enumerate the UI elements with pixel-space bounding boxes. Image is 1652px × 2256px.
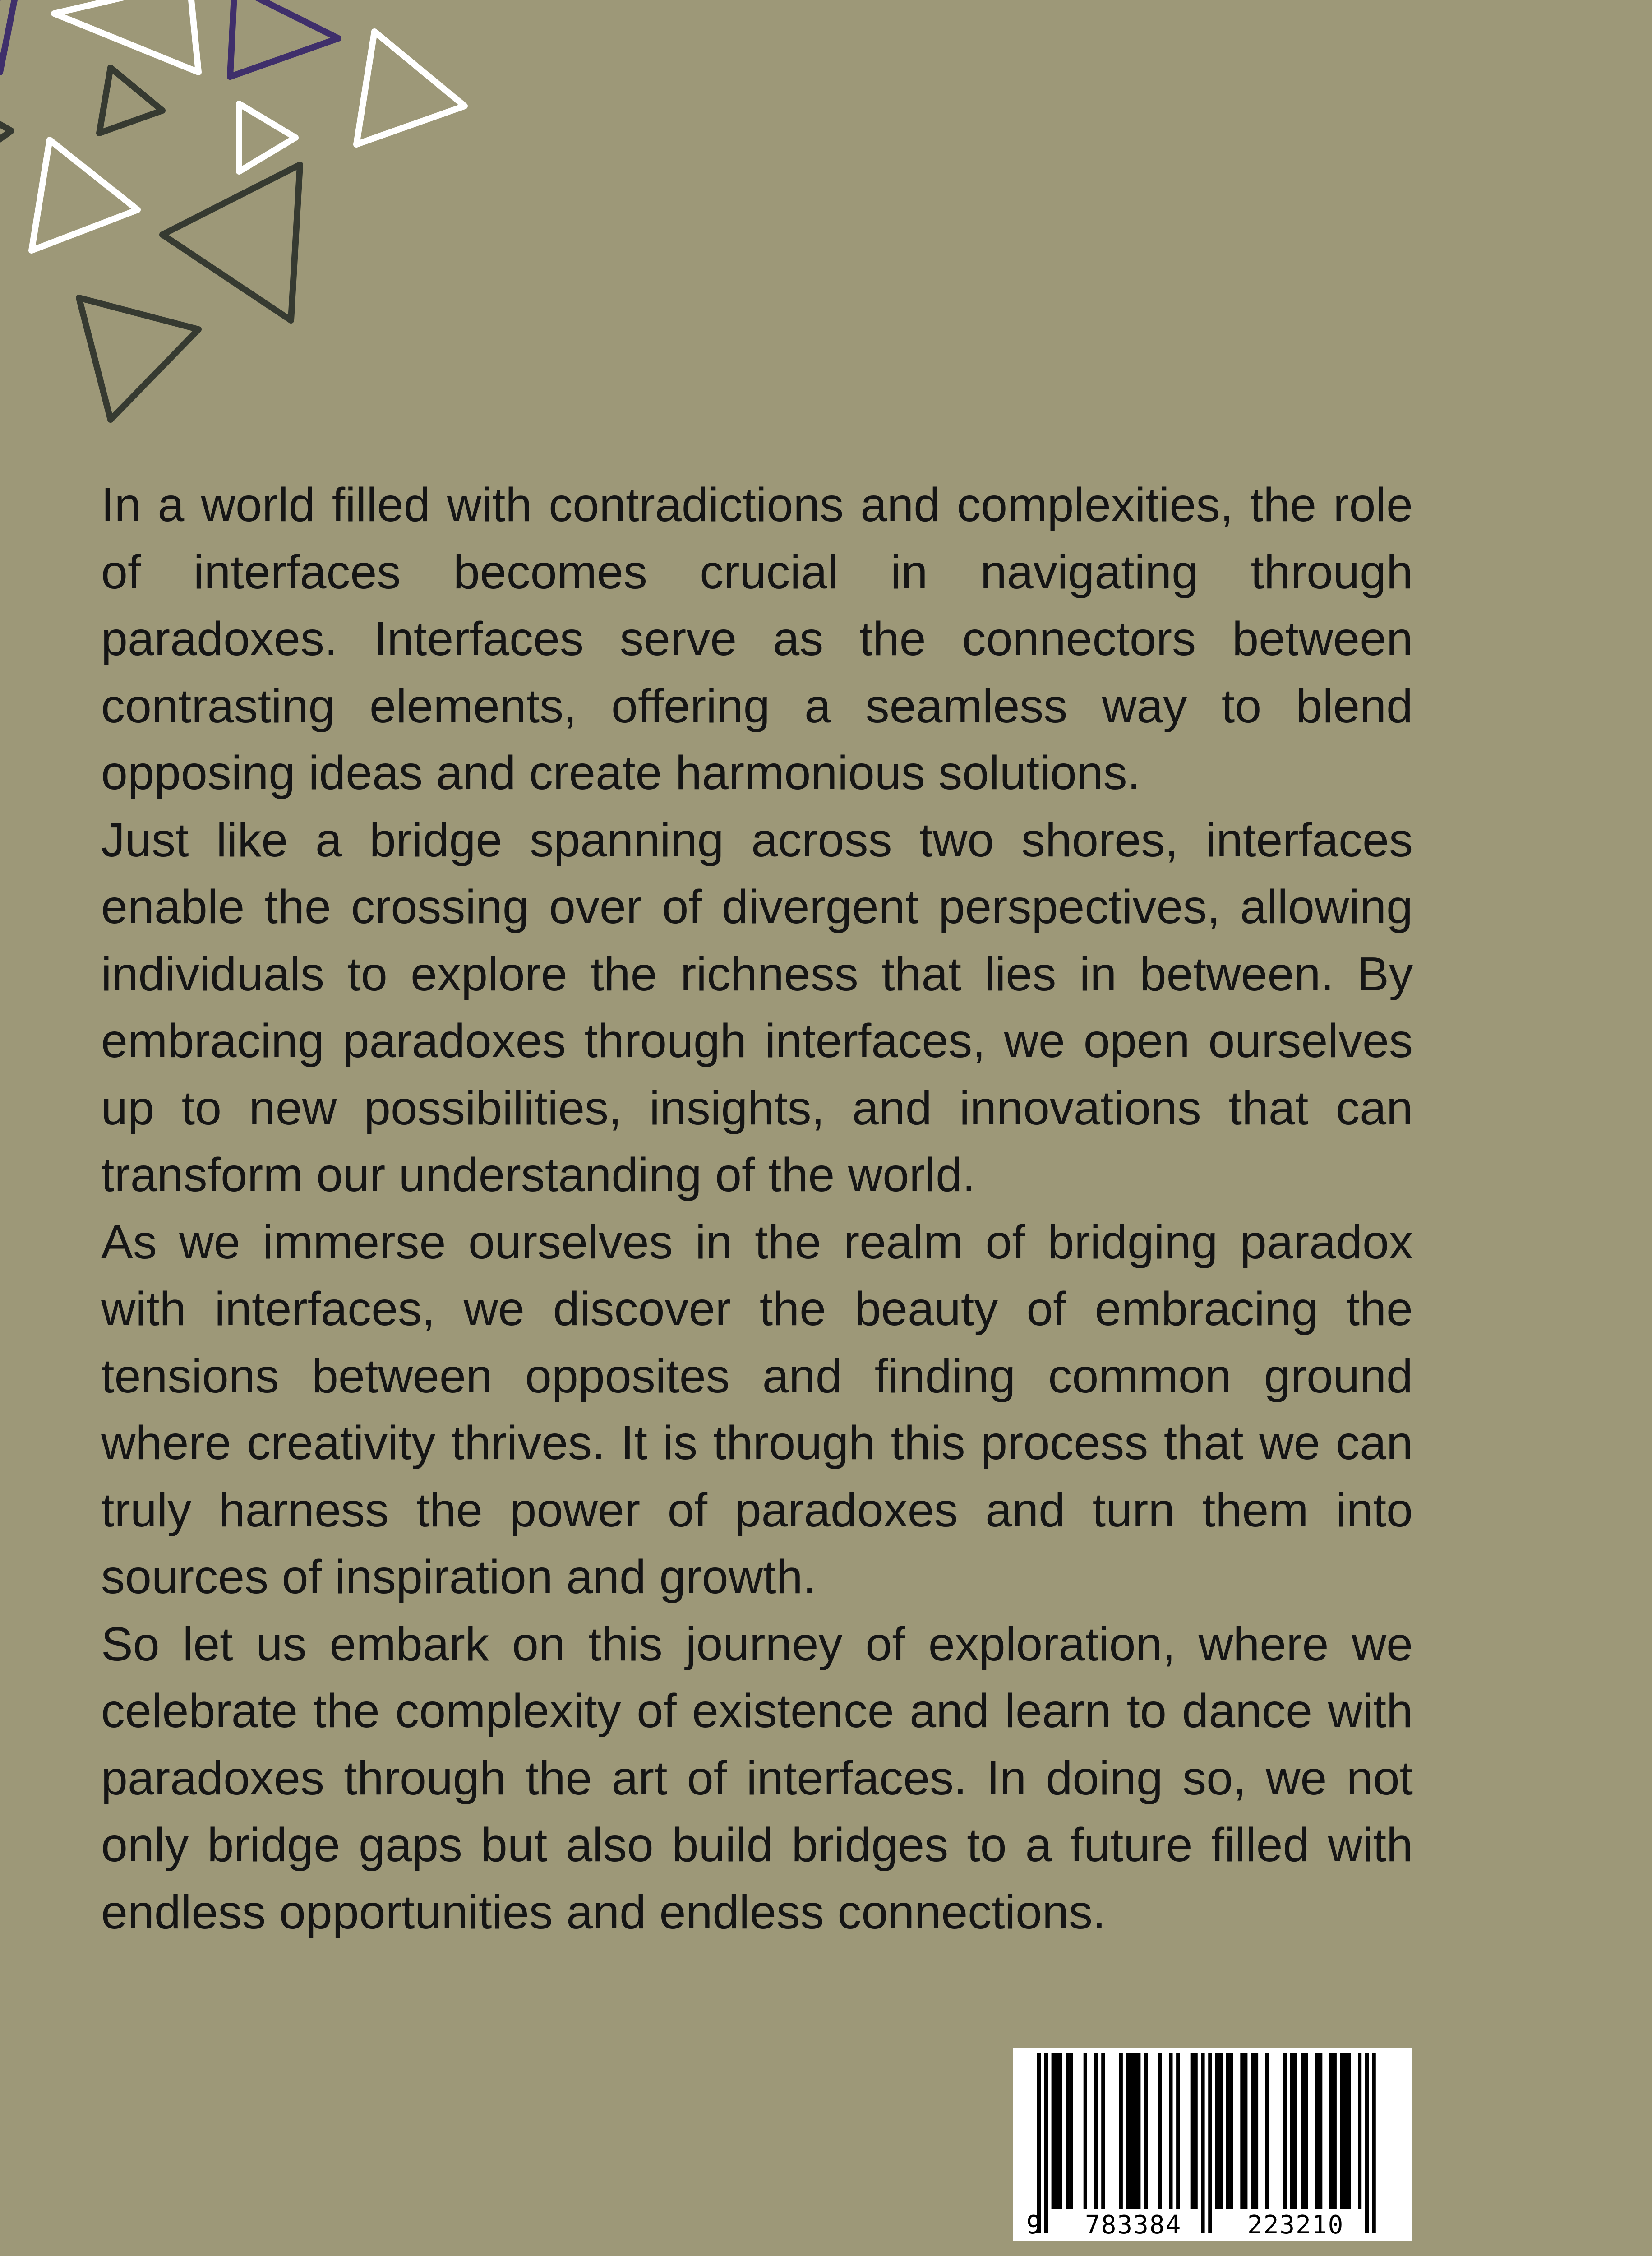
isbn-barcode bbox=[1013, 2048, 1412, 2241]
barcode-bar bbox=[1265, 2053, 1269, 2209]
triangle-icon bbox=[0, 0, 18, 72]
barcode-bar bbox=[1358, 2053, 1361, 2209]
barcode-bar bbox=[1055, 2053, 1059, 2209]
triangle-icon bbox=[0, 122, 11, 142]
barcode-bar bbox=[1226, 2053, 1230, 2209]
barcode-bar bbox=[1244, 2053, 1247, 2209]
triangle-icon bbox=[54, 0, 198, 72]
barcode-guard-bar bbox=[1208, 2053, 1212, 2233]
barcode-bar bbox=[1230, 2053, 1233, 2209]
barcode-left-digits: 783384 bbox=[1085, 2210, 1182, 2240]
barcode-bar bbox=[1290, 2053, 1294, 2209]
triangle-icon bbox=[162, 165, 300, 320]
blurb-paragraph: In a world filled with contradictions and complexities, the role of interfaces becomes crucial in navigating through paradoxes. Interfaces serve as the connectors between contrasting elements, offering a seamless way to blend opposing ideas and create harmonious solutions. bbox=[101, 478, 1413, 800]
barcode-bar bbox=[1066, 2053, 1069, 2209]
barcode-bar bbox=[1283, 2053, 1287, 2209]
triangle-icon bbox=[99, 68, 162, 133]
barcode-bar bbox=[1319, 2053, 1322, 2209]
barcode-bar bbox=[1133, 2053, 1137, 2209]
triangle-decoration bbox=[0, 0, 496, 451]
triangle-icon bbox=[79, 298, 198, 420]
barcode-guard-bar bbox=[1044, 2053, 1048, 2233]
barcode-bar bbox=[1347, 2053, 1351, 2209]
barcode-bar bbox=[1255, 2053, 1258, 2209]
barcode-right-digits: 223210 bbox=[1247, 2210, 1344, 2240]
barcode-bar bbox=[1069, 2053, 1073, 2209]
barcode-bar bbox=[1294, 2053, 1297, 2209]
barcode-bar bbox=[1126, 2053, 1130, 2209]
barcode-bar bbox=[1094, 2053, 1098, 2209]
barcode-bar bbox=[1144, 2053, 1148, 2209]
barcode-bar bbox=[1315, 2053, 1319, 2209]
barcode-bar bbox=[1329, 2053, 1333, 2209]
triangle-icon bbox=[356, 32, 465, 144]
barcode-lead-digit: 9 bbox=[1026, 2210, 1043, 2240]
triangle-icon bbox=[32, 140, 138, 250]
barcode-bar bbox=[1343, 2053, 1347, 2209]
blurb-paragraph: As we immerse ourselves in the realm of bridging paradox with interfaces, we discover the beauty of embracing the tensions between opposites and finding common ground where creativity thrives. It is through this process that we can truly harness the power of paradoxes and turn them into sources of inspiration and growth. bbox=[101, 1215, 1413, 1604]
barcode-bars bbox=[1013, 2048, 1412, 2241]
barcode-bar bbox=[1215, 2053, 1219, 2209]
barcode-bar bbox=[1084, 2053, 1087, 2209]
barcode-bar bbox=[1158, 2053, 1162, 2209]
barcode-bar bbox=[1305, 2053, 1308, 2209]
triangle-icon bbox=[239, 104, 295, 171]
barcode-bar bbox=[1340, 2053, 1344, 2209]
barcode-guard-bar bbox=[1372, 2053, 1376, 2233]
barcode-bar bbox=[1058, 2053, 1062, 2209]
triangle-icon bbox=[230, 0, 338, 77]
blurb-paragraph: So let us embark on this journey of exploration, where we celebrate the complexity of existence and learn to dance with paradoxes through the art of interfaces. In doing so, we not only bridge gaps but also build bridges to a future filled with endless opportunities and endless connections. bbox=[101, 1617, 1413, 1939]
barcode-bar bbox=[1191, 2053, 1194, 2209]
barcode-bar bbox=[1052, 2053, 1055, 2209]
barcode-guard-bar bbox=[1201, 2053, 1204, 2233]
barcode-bar bbox=[1137, 2053, 1140, 2209]
barcode-bar bbox=[1130, 2053, 1133, 2209]
barcode-bar bbox=[1301, 2053, 1305, 2209]
back-cover-blurb bbox=[101, 472, 1413, 1946]
barcode-bar bbox=[1194, 2053, 1198, 2209]
barcode-guard-bar bbox=[1037, 2053, 1041, 2233]
barcode-bar bbox=[1169, 2053, 1172, 2209]
barcode-bar bbox=[1119, 2053, 1123, 2209]
blurb-paragraph: Just like a bridge spanning across two shores, interfaces enable the crossing over of divergent perspectives, allowing individuals to explore the richness that lies in between. By embracing paradoxes through interfaces, we open ourselves up to new possibilities, insights, and innovations that can transform our understanding of the world. bbox=[101, 813, 1413, 1202]
barcode-guard-bar bbox=[1365, 2053, 1369, 2233]
barcode-bar bbox=[1176, 2053, 1180, 2209]
barcode-bar bbox=[1251, 2053, 1255, 2209]
barcode-bar bbox=[1219, 2053, 1223, 2209]
barcode-bar bbox=[1240, 2053, 1244, 2209]
barcode-bar bbox=[1101, 2053, 1105, 2209]
barcode-bar bbox=[1333, 2053, 1337, 2209]
